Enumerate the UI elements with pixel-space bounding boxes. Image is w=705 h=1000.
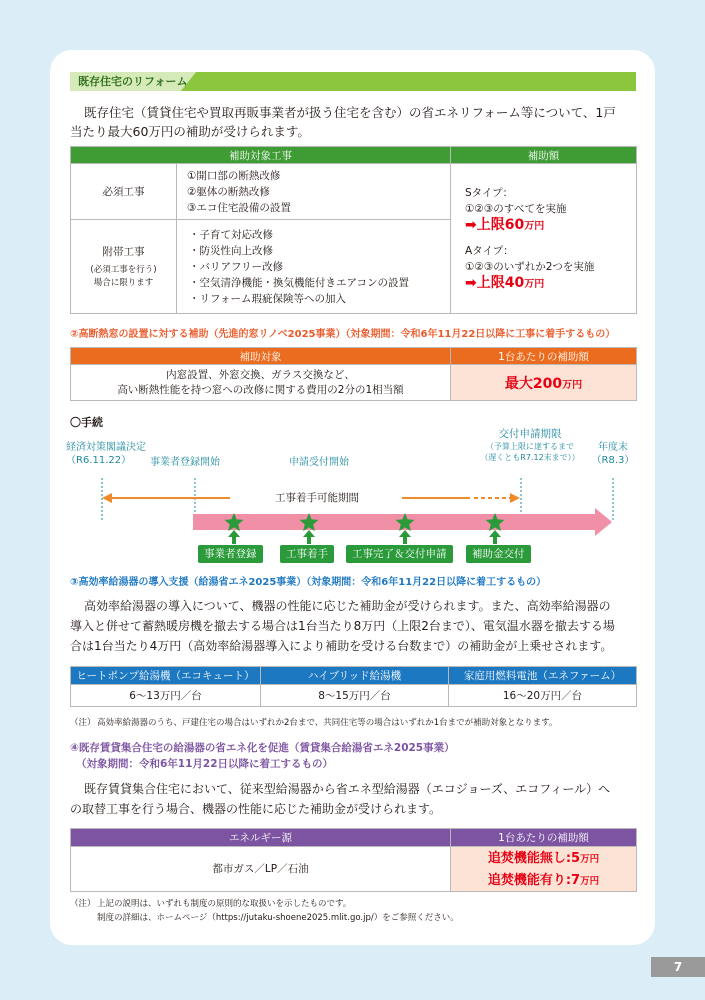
optional-work-note: (必須工事を行う) 場合に限ります	[90, 264, 157, 288]
optional-item: ・リフォーム瑕疵保険等への加入	[189, 292, 346, 305]
construction-period-label: 工事着手可能期間	[275, 492, 359, 504]
header-window-target: 補助対象	[71, 348, 451, 365]
amount-without-reheat: 追焚機能無し:5万円	[487, 851, 600, 866]
header-target-work: 補助対象工事	[71, 147, 451, 164]
page-number: 7	[651, 957, 705, 977]
decision-label: 経済対策閣議決定 （R6.11.22）	[66, 442, 146, 466]
step-registration: 事業者登録	[198, 545, 263, 563]
optional-work-label: 附帯工事	[102, 245, 145, 258]
optional-item: ・子育て対応改修	[189, 228, 273, 241]
required-work-label: 必須工事	[71, 164, 177, 220]
s-type-amount: ➡上限60万円	[465, 216, 545, 233]
rental-heater-table	[70, 828, 637, 892]
optional-work-list	[177, 220, 451, 314]
required-work-list	[177, 164, 451, 220]
window-amount-cell	[451, 365, 637, 401]
section-header-title: 既存住宅のリフォーム	[78, 75, 188, 88]
window-amount-unit: 万円	[562, 379, 583, 391]
section-4-subtitle: （対象期間：令和6年11月22日以降に着工するもの）	[76, 758, 334, 770]
header-hybrid: ハイブリッド給湯機	[261, 667, 449, 685]
header-window-amount: 1台あたりの補助額	[451, 348, 637, 365]
required-item: ②躯体の断熱改修	[187, 185, 270, 198]
fuel-cell-amount: 16～20万円／台	[449, 685, 637, 707]
step-completion-application: 工事完了＆交付申請	[346, 545, 453, 563]
water-heater-table	[70, 666, 637, 707]
footnote-line-2: 制度の詳細は、ホームページ（https://jutaku-shoene2025.mlit.go.jp/）をご参照ください。	[97, 913, 459, 923]
section-3-line-1: 高効率給湯器の導入について、機器の性能に応じた補助金が受けられます。また、高効率給湯器の	[84, 599, 611, 613]
procedure-timeline	[90, 478, 620, 538]
energy-source-cell: 都市ガス／LP／石油	[71, 847, 451, 892]
intro-line-2: 当たり最大60万円の補助が受けられます。	[70, 124, 310, 139]
footnote-label: （注）	[70, 899, 96, 909]
section-4-title: ④既存賃貸集合住宅の給湯器の省エネ化を促進（賃貸集合給湯省エネ2025事業）	[70, 742, 455, 754]
subsidy-amount-cell	[451, 164, 637, 314]
section-3-note-label: （注）	[70, 718, 96, 728]
section-3-line-3: 合は1台当たり4万円（高効率給湯器導入により補助を受ける台数まで）の補助金が上乗せされます。	[70, 639, 613, 653]
required-item: ①開口部の断熱改修	[187, 169, 281, 182]
header-energy-source: エネルギー源	[71, 829, 451, 847]
window-subsidy-table	[70, 347, 637, 401]
step-up-arrows	[90, 530, 620, 544]
section-2-title: ②高断熱窓の設置に対する補助（先進的窓リノベ2025事業）（対象期間：令和6年11月22日以降に工事に着手するもの）	[70, 329, 616, 340]
section-4-line-2: の取替工事を行う場合、機器の性能に応じた補助金が受けられます。	[70, 802, 442, 816]
left-arrow-icon	[102, 493, 112, 503]
section-3-line-2: 導入と併せて蓄熱暖房機を撤去する場合は1台当たり8万円（上限2台まで）、電気温水器を撤去する場	[70, 619, 615, 633]
header-fuel-cell: 家庭用燃料電池（エネファーム）	[449, 667, 637, 685]
rental-amount-cell	[451, 847, 637, 892]
deadline-label: 交付申請期限 （予算上限に達するまで （遅くともR7.12末まで））	[480, 428, 580, 462]
procedure-title: 〇手続	[70, 416, 103, 429]
hybrid-amount: 8～15万円／台	[261, 685, 449, 707]
window-target-line-1: 内窓設置、外窓交換、ガラス交換など、	[166, 368, 355, 381]
amount-with-reheat: 追焚機能有り:7万円	[487, 873, 600, 888]
a-type-desc: ①②③のいずれか2つを実施	[465, 260, 595, 273]
arrow-right-icon: ➡	[465, 274, 477, 291]
arrow-right-icon: ➡	[465, 216, 477, 233]
application-start-label: 申請受付開始	[289, 457, 349, 468]
a-type-label: Aタイプ：	[465, 244, 514, 257]
right-arrow-icon	[510, 493, 520, 503]
footnote-line-1: 上記の説明は、いずれも制度の原則的な取扱いを示したものです。	[97, 899, 352, 909]
section-4-line-1: 既存賃貸集合住宅において、従来型給湯器から省エネ型給湯器（エコジョーズ、エコフィール）へ	[84, 782, 611, 796]
section-3-note: 高効率給湯器のうち、戸建住宅の場合はいずれか2台まで、共同住宅等の場合はいずれか1台までが補助対象となります。	[97, 718, 558, 728]
window-target-line-2: 高い断熱性能を持つ窓への改修に関する費用の2分の1相当額	[117, 383, 404, 396]
s-type-label: Sタイプ：	[465, 186, 514, 199]
optional-item: ・バリアフリー改修	[189, 260, 284, 273]
registration-start-label: 事業者登録開始	[150, 457, 220, 468]
optional-work-label-cell	[71, 220, 177, 314]
optional-item: ・防災性向上改修	[189, 244, 273, 257]
renovation-subsidy-table	[70, 146, 637, 314]
step-subsidy-payment: 補助金交付	[466, 545, 531, 563]
heat-pump-amount: 6～13万円／台	[71, 685, 261, 707]
header-rental-amount: 1台あたりの補助額	[451, 829, 637, 847]
window-target-cell	[71, 365, 451, 401]
step-construction-start: 工事着手	[280, 545, 334, 563]
a-type-amount: ➡上限40万円	[465, 274, 545, 291]
header-heat-pump: ヒートポンプ給湯機（エコキュート）	[71, 667, 261, 685]
intro-line-1: 既存住宅（賃貸住宅や買取再販事業者が扱う住宅を含む）の省エネリフォーム等について、1戸	[84, 105, 616, 120]
window-amount: 最大200	[504, 375, 563, 392]
optional-item: ・空気清浄機能・換気機能付きエアコンの設置	[189, 276, 409, 289]
fiscal-year-end-label: 年度末 （R8.3）	[591, 442, 635, 466]
s-type-desc: ①②③のすべてを実施	[465, 202, 567, 215]
required-item: ③エコ住宅設備の設置	[187, 201, 291, 214]
header-subsidy-amount: 補助額	[451, 147, 637, 164]
section-3-title: ③高効率給湯器の導入支援（給湯省エネ2025事業）（対象期間：令和6年11月22日以降に着工するもの）	[70, 577, 547, 588]
